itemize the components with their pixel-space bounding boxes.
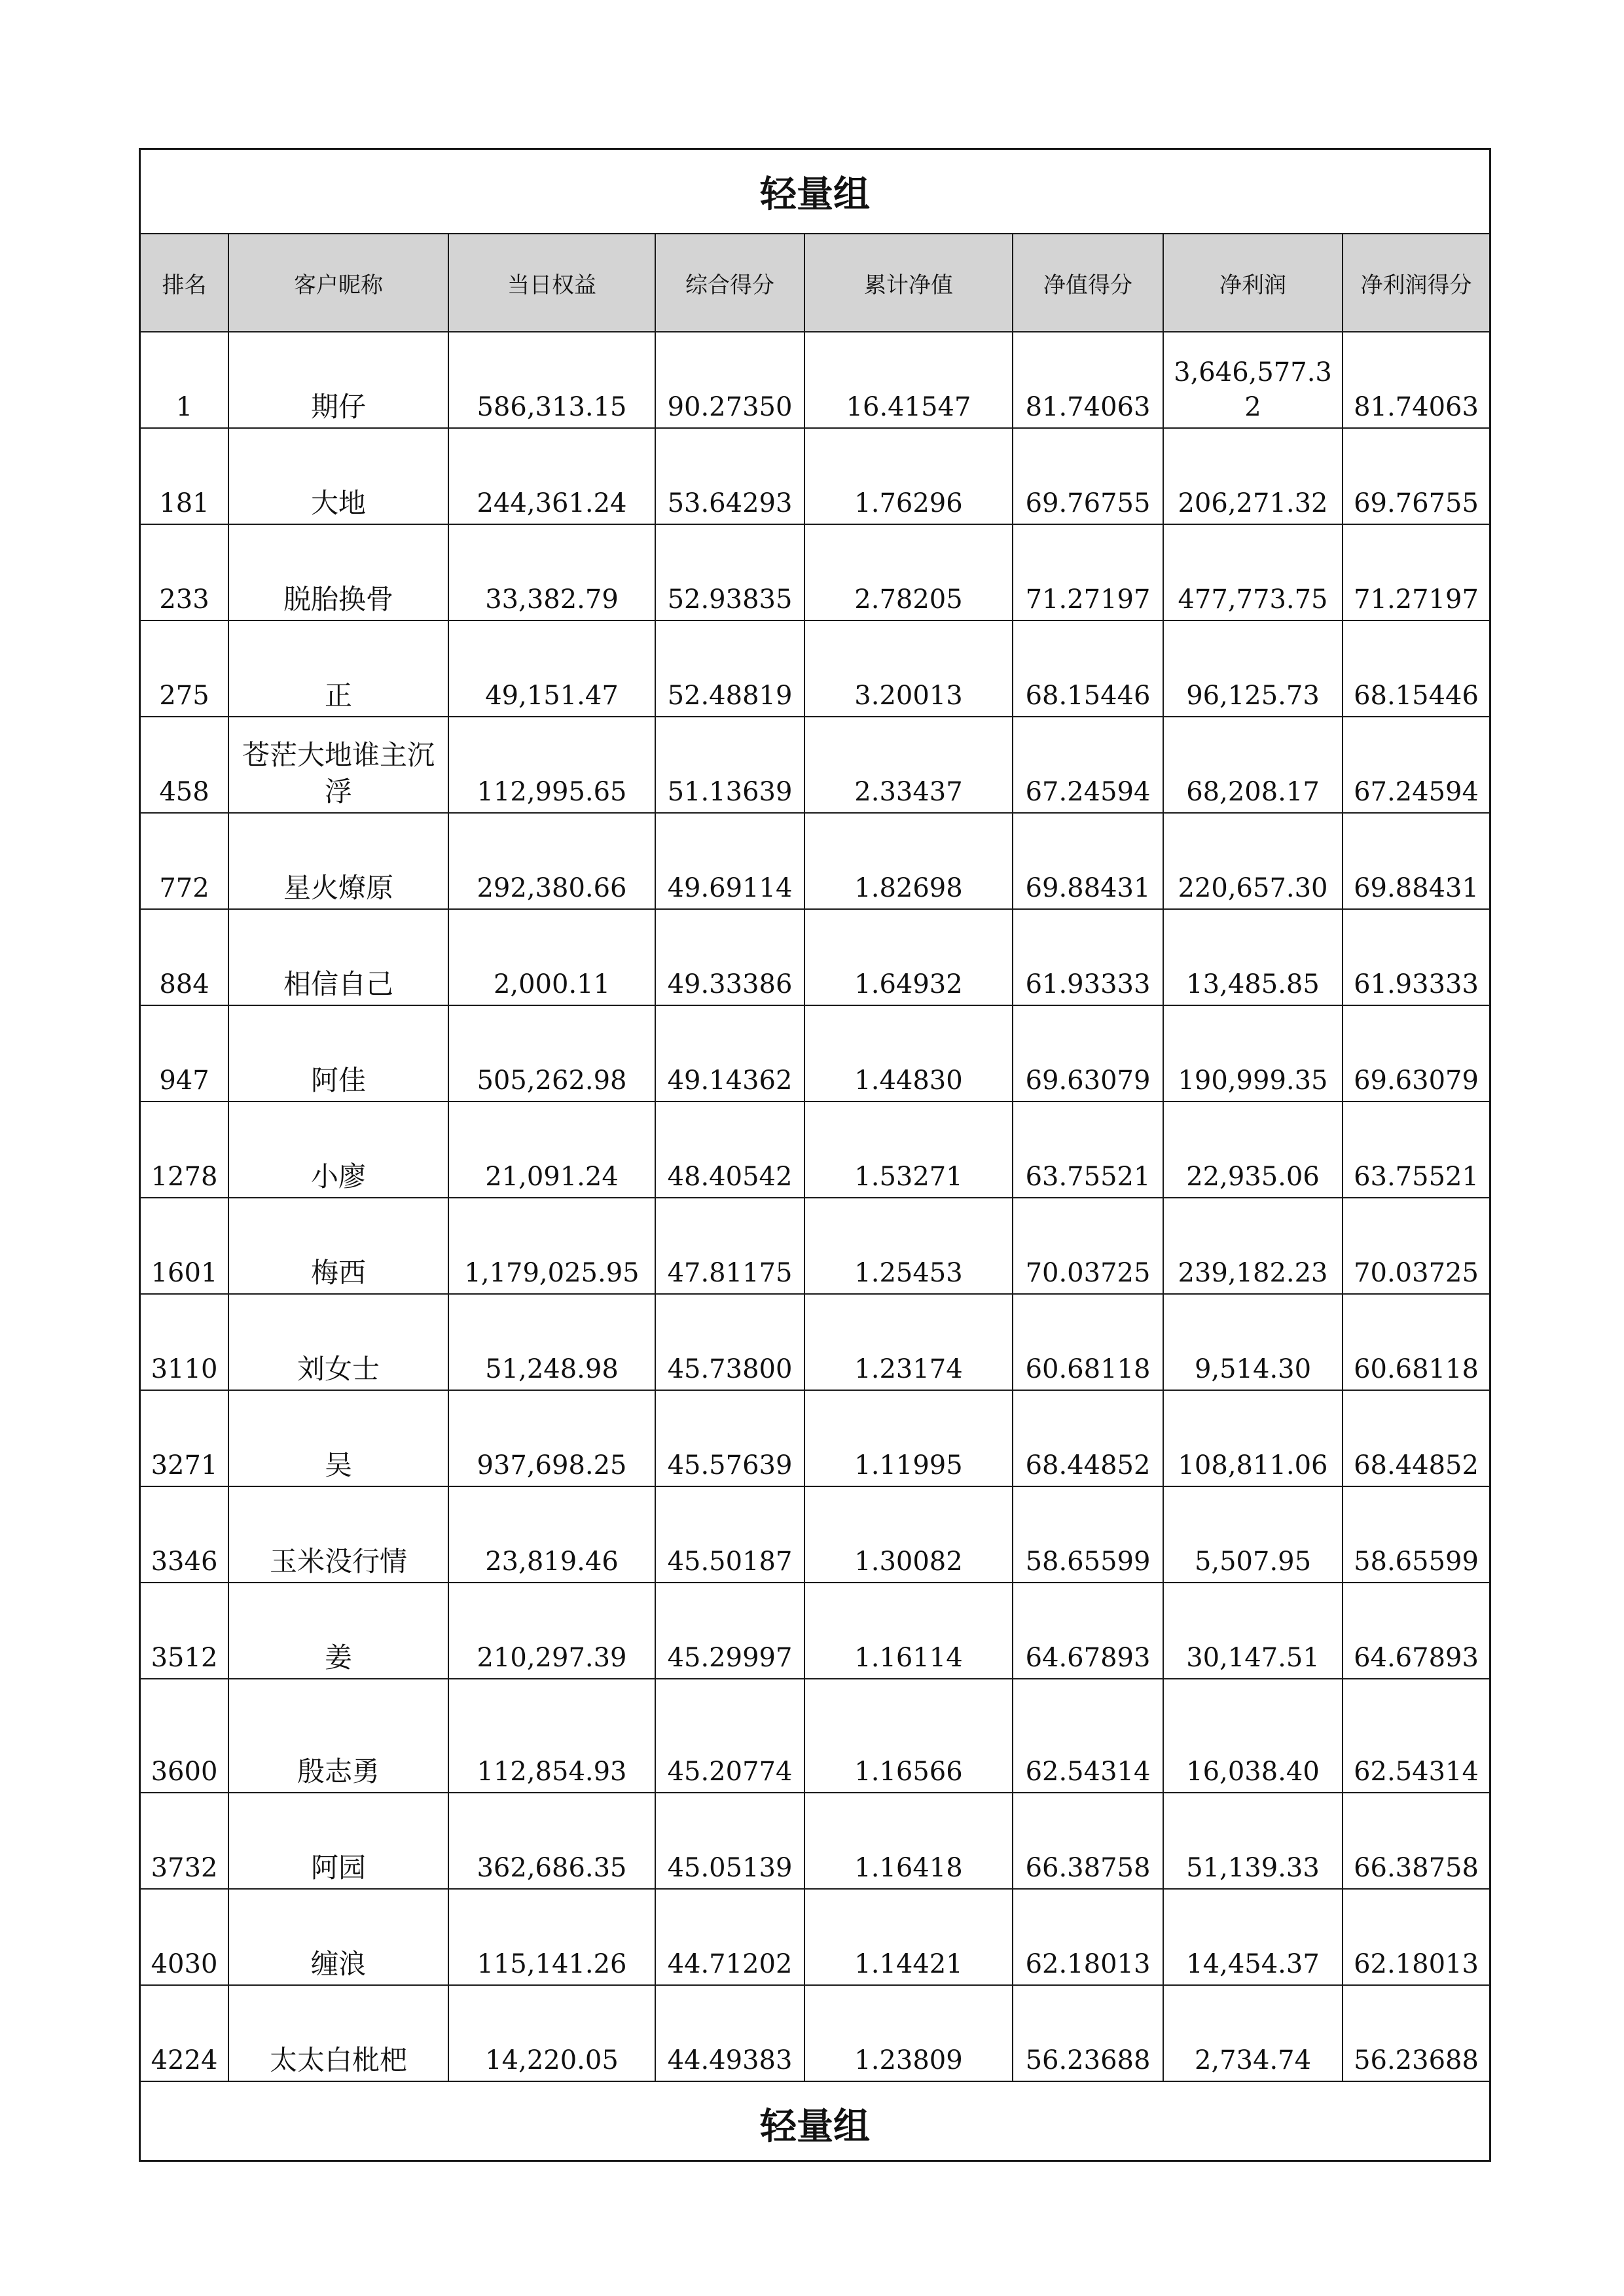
cell-profit-score: 62.54314 <box>1343 1679 1489 1793</box>
cell-equity: 115,141.26 <box>448 1889 655 1985</box>
cell-profit-score: 67.24594 <box>1343 717 1489 813</box>
cell-equity: 14,220.05 <box>448 1985 655 2081</box>
cell-nickname: 吴 <box>228 1390 448 1486</box>
cell-net-profit: 3,646,577.32 <box>1163 332 1343 428</box>
cell-rank: 772 <box>141 813 228 909</box>
cell-nickname: 正 <box>228 620 448 717</box>
cell-rank: 181 <box>141 428 228 524</box>
cell-equity: 505,262.98 <box>448 1005 655 1102</box>
column-header-rank: 排名 <box>141 234 228 332</box>
cell-net-profit: 5,507.95 <box>1163 1486 1343 1583</box>
cell-nickname: 殷志勇 <box>228 1679 448 1793</box>
cell-nav-score: 68.15446 <box>1013 620 1163 717</box>
cell-cumulative-nav: 1.16114 <box>804 1583 1013 1679</box>
title-row <box>141 150 1489 234</box>
column-header-nav-score: 净值得分 <box>1013 234 1163 332</box>
cell-cumulative-nav: 2.33437 <box>804 717 1013 813</box>
cell-nav-score: 68.44852 <box>1013 1390 1163 1486</box>
cell-net-profit: 30,147.51 <box>1163 1583 1343 1679</box>
cell-rank: 1 <box>141 332 228 428</box>
cell-nav-score: 61.93333 <box>1013 909 1163 1005</box>
cell-profit-score: 64.67893 <box>1343 1583 1489 1679</box>
table-row <box>141 1294 1489 1390</box>
cell-nav-score: 69.76755 <box>1013 428 1163 524</box>
cell-nickname: 阿园 <box>228 1793 448 1889</box>
cell-rank: 947 <box>141 1005 228 1102</box>
cell-equity: 21,091.24 <box>448 1102 655 1198</box>
cell-total-score: 45.05139 <box>655 1793 804 1889</box>
cell-total-score: 48.40542 <box>655 1102 804 1198</box>
cell-nav-score: 71.27197 <box>1013 524 1163 620</box>
cell-profit-score: 71.27197 <box>1343 524 1489 620</box>
cell-total-score: 44.71202 <box>655 1889 804 1985</box>
cell-rank: 3732 <box>141 1793 228 1889</box>
cell-net-profit: 190,999.35 <box>1163 1005 1343 1102</box>
cell-nav-score: 66.38758 <box>1013 1793 1163 1889</box>
cell-rank: 884 <box>141 909 228 1005</box>
cell-profit-score: 61.93333 <box>1343 909 1489 1005</box>
cell-profit-score: 70.03725 <box>1343 1198 1489 1294</box>
cell-equity: 586,313.15 <box>448 332 655 428</box>
cell-net-profit: 206,271.32 <box>1163 428 1343 524</box>
table-row <box>141 620 1489 717</box>
cell-cumulative-nav: 1.53271 <box>804 1102 1013 1198</box>
cell-profit-score: 68.15446 <box>1343 620 1489 717</box>
table-row <box>141 1889 1489 1985</box>
cell-cumulative-nav: 1.23809 <box>804 1985 1013 2081</box>
cell-cumulative-nav: 1.44830 <box>804 1005 1013 1102</box>
table-row <box>141 1583 1489 1679</box>
cell-total-score: 53.64293 <box>655 428 804 524</box>
cell-nickname: 小廖 <box>228 1102 448 1198</box>
cell-total-score: 49.14362 <box>655 1005 804 1102</box>
cell-total-score: 45.57639 <box>655 1390 804 1486</box>
cell-net-profit: 51,139.33 <box>1163 1793 1343 1889</box>
cell-rank: 1601 <box>141 1198 228 1294</box>
cell-equity: 210,297.39 <box>448 1583 655 1679</box>
cell-rank: 233 <box>141 524 228 620</box>
table-row <box>141 1102 1489 1198</box>
cell-net-profit: 16,038.40 <box>1163 1679 1343 1793</box>
cell-nav-score: 56.23688 <box>1013 1985 1163 2081</box>
table-row <box>141 428 1489 524</box>
cell-nickname: 姜 <box>228 1583 448 1679</box>
column-header-nickname: 客户昵称 <box>228 234 448 332</box>
footer-row <box>141 2081 1489 2166</box>
cell-cumulative-nav: 1.25453 <box>804 1198 1013 1294</box>
cell-nav-score: 64.67893 <box>1013 1583 1163 1679</box>
cell-net-profit: 477,773.75 <box>1163 524 1343 620</box>
cell-rank: 275 <box>141 620 228 717</box>
cell-cumulative-nav: 2.78205 <box>804 524 1013 620</box>
cell-cumulative-nav: 16.41547 <box>804 332 1013 428</box>
table-row <box>141 717 1489 813</box>
cell-net-profit: 96,125.73 <box>1163 620 1343 717</box>
cell-rank: 3271 <box>141 1390 228 1486</box>
cell-equity: 1,179,025.95 <box>448 1198 655 1294</box>
cell-equity: 937,698.25 <box>448 1390 655 1486</box>
cell-profit-score: 58.65599 <box>1343 1486 1489 1583</box>
cell-net-profit: 239,182.23 <box>1163 1198 1343 1294</box>
table-row <box>141 524 1489 620</box>
table-row <box>141 1390 1489 1486</box>
header-row <box>141 234 1489 332</box>
cell-total-score: 52.48819 <box>655 620 804 717</box>
cell-profit-score: 69.63079 <box>1343 1005 1489 1102</box>
cell-total-score: 49.69114 <box>655 813 804 909</box>
cell-nav-score: 62.54314 <box>1013 1679 1163 1793</box>
cell-total-score: 90.27350 <box>655 332 804 428</box>
cell-profit-score: 62.18013 <box>1343 1889 1489 1985</box>
cell-nickname: 脱胎换骨 <box>228 524 448 620</box>
cell-nav-score: 70.03725 <box>1013 1198 1163 1294</box>
cell-profit-score: 68.44852 <box>1343 1390 1489 1486</box>
cell-net-profit: 220,657.30 <box>1163 813 1343 909</box>
cell-rank: 4030 <box>141 1889 228 1985</box>
table-row <box>141 1985 1489 2081</box>
ranking-sheet <box>139 148 1491 2162</box>
cell-nickname: 玉米没行情 <box>228 1486 448 1583</box>
cell-net-profit: 2,734.74 <box>1163 1985 1343 2081</box>
cell-equity: 112,854.93 <box>448 1679 655 1793</box>
table-row <box>141 1793 1489 1889</box>
cell-net-profit: 108,811.06 <box>1163 1390 1343 1486</box>
cell-total-score: 45.29997 <box>655 1583 804 1679</box>
cell-nickname: 梅西 <box>228 1198 448 1294</box>
cell-rank: 458 <box>141 717 228 813</box>
cell-nickname: 大地 <box>228 428 448 524</box>
table-row <box>141 1679 1489 1793</box>
table-row <box>141 1486 1489 1583</box>
cell-rank: 3346 <box>141 1486 228 1583</box>
cell-cumulative-nav: 1.16418 <box>804 1793 1013 1889</box>
cell-nickname: 期仔 <box>228 332 448 428</box>
cell-equity: 33,382.79 <box>448 524 655 620</box>
cell-nav-score: 69.63079 <box>1013 1005 1163 1102</box>
cell-rank: 4224 <box>141 1985 228 2081</box>
cell-total-score: 51.13639 <box>655 717 804 813</box>
cell-nav-score: 63.75521 <box>1013 1102 1163 1198</box>
cell-total-score: 45.20774 <box>655 1679 804 1793</box>
cell-net-profit: 9,514.30 <box>1163 1294 1343 1390</box>
table-row <box>141 909 1489 1005</box>
cell-total-score: 44.49383 <box>655 1985 804 2081</box>
cell-net-profit: 22,935.06 <box>1163 1102 1343 1198</box>
cell-profit-score: 69.88431 <box>1343 813 1489 909</box>
cell-equity: 51,248.98 <box>448 1294 655 1390</box>
cell-profit-score: 56.23688 <box>1343 1985 1489 2081</box>
cell-total-score: 45.73800 <box>655 1294 804 1390</box>
table-row <box>141 1005 1489 1102</box>
cell-nav-score: 67.24594 <box>1013 717 1163 813</box>
cell-total-score: 47.81175 <box>655 1198 804 1294</box>
cell-nav-score: 69.88431 <box>1013 813 1163 909</box>
column-header-total-score: 综合得分 <box>655 234 804 332</box>
cell-equity: 2,000.11 <box>448 909 655 1005</box>
cell-cumulative-nav: 1.16566 <box>804 1679 1013 1793</box>
cell-equity: 49,151.47 <box>448 620 655 717</box>
cell-nickname: 刘女士 <box>228 1294 448 1390</box>
sheet-title: 轻量组 <box>141 150 1489 234</box>
cell-rank: 3110 <box>141 1294 228 1390</box>
cell-net-profit: 68,208.17 <box>1163 717 1343 813</box>
cell-equity: 23,819.46 <box>448 1486 655 1583</box>
cell-profit-score: 63.75521 <box>1343 1102 1489 1198</box>
cell-net-profit: 14,454.37 <box>1163 1889 1343 1985</box>
cell-nav-score: 58.65599 <box>1013 1486 1163 1583</box>
cell-equity: 362,686.35 <box>448 1793 655 1889</box>
cell-nav-score: 60.68118 <box>1013 1294 1163 1390</box>
cell-equity: 292,380.66 <box>448 813 655 909</box>
cell-nickname: 星火燎原 <box>228 813 448 909</box>
cell-profit-score: 66.38758 <box>1343 1793 1489 1889</box>
column-header-equity: 当日权益 <box>448 234 655 332</box>
cell-rank: 3512 <box>141 1583 228 1679</box>
column-header-profit-score: 净利润得分 <box>1343 234 1489 332</box>
cell-cumulative-nav: 3.20013 <box>804 620 1013 717</box>
ranking-table <box>141 150 1489 2166</box>
column-header-cumulative-nav: 累计净值 <box>804 234 1013 332</box>
cell-equity: 244,361.24 <box>448 428 655 524</box>
cell-total-score: 49.33386 <box>655 909 804 1005</box>
cell-equity: 112,995.65 <box>448 717 655 813</box>
cell-profit-score: 81.74063 <box>1343 332 1489 428</box>
cell-cumulative-nav: 1.30082 <box>804 1486 1013 1583</box>
cell-nickname: 相信自己 <box>228 909 448 1005</box>
cell-cumulative-nav: 1.23174 <box>804 1294 1013 1390</box>
cell-nickname: 太太白枇杷 <box>228 1985 448 2081</box>
cell-cumulative-nav: 1.82698 <box>804 813 1013 909</box>
cell-nickname: 苍茫大地谁主沉浮 <box>228 717 448 813</box>
cell-nickname: 阿佳 <box>228 1005 448 1102</box>
cell-cumulative-nav: 1.14421 <box>804 1889 1013 1985</box>
cell-total-score: 52.93835 <box>655 524 804 620</box>
table-row <box>141 813 1489 909</box>
cell-rank: 1278 <box>141 1102 228 1198</box>
cell-cumulative-nav: 1.76296 <box>804 428 1013 524</box>
cell-rank: 3600 <box>141 1679 228 1793</box>
column-header-net-profit: 净利润 <box>1163 234 1343 332</box>
cell-nav-score: 62.18013 <box>1013 1889 1163 1985</box>
cell-cumulative-nav: 1.11995 <box>804 1390 1013 1486</box>
cell-nickname: 缠浪 <box>228 1889 448 1985</box>
cell-cumulative-nav: 1.64932 <box>804 909 1013 1005</box>
cell-profit-score: 69.76755 <box>1343 428 1489 524</box>
table-row <box>141 332 1489 428</box>
cell-net-profit: 13,485.85 <box>1163 909 1343 1005</box>
cell-nav-score: 81.74063 <box>1013 332 1163 428</box>
sheet-footer-title: 轻量组 <box>141 2081 1489 2166</box>
cell-total-score: 45.50187 <box>655 1486 804 1583</box>
cell-profit-score: 60.68118 <box>1343 1294 1489 1390</box>
table-row <box>141 1198 1489 1294</box>
